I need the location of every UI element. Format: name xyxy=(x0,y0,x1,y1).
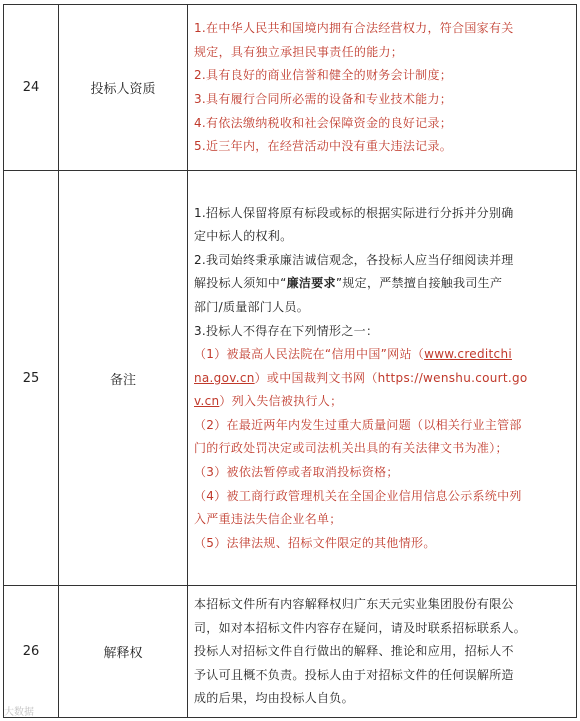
line-text: （1）被最高人民法院在“信用中国”网站（ xyxy=(194,347,425,362)
watermark-text: 大数据 xyxy=(4,707,34,718)
content-line: 1.招标人保留将原有标段或标的根据实际进行分拆并分别确 xyxy=(194,205,514,220)
line-text: ”规定，严禁擅自接触我司生产 xyxy=(335,276,503,291)
tender-requirements-table xyxy=(3,4,577,718)
creditchina-link-cont[interactable]: na.gov.cn xyxy=(194,370,255,385)
content-line: 本招标文件所有内容解释权归广东天元实业集团股份有限公 xyxy=(194,597,514,612)
line-text: ）或中国裁判文书网（https://wenshu.court.go xyxy=(254,370,528,385)
content-line: 予认可且概不负责。投标人由于对招标文件的任何误解所造 xyxy=(194,667,514,682)
content-line: 规定，具有独立承担民事责任的能力； xyxy=(194,44,404,59)
content-line: 2.我司始终秉承廉洁诚信观念，各投标人应当仔细阅读并理 xyxy=(194,252,514,267)
content-line: （3）被依法暂停或者取消投标资格； xyxy=(194,465,399,480)
content-line: 3.投标人不得存在下列情形之一： xyxy=(194,323,379,338)
wenshu-link-cont[interactable]: v.cn xyxy=(194,394,220,409)
content-line: 门的行政处罚决定或司法机关出具的有关法律文书为准）； xyxy=(194,441,508,456)
table-row-25 xyxy=(4,171,577,586)
content-line: （2）在最近两年内发生过重大质量问题（以相关行业主管部 xyxy=(194,417,522,432)
row-number: 26 xyxy=(4,586,59,718)
line-text: 解投标人须知中“ xyxy=(194,276,287,291)
row-item-name: 解释权 xyxy=(59,586,188,718)
content-line: 5.近三年内，在经营活动中没有重大违法记录。 xyxy=(194,139,453,154)
table-row-24 xyxy=(4,5,577,171)
content-line: 司，如对本招标文件内容存在疑问，请及时联系招标联系人。 xyxy=(194,620,527,635)
content-line: 部门/质量部门人员。 xyxy=(194,299,310,314)
content-line: 投标人对招标文件自行做出的解释、推论和应用，招标人不 xyxy=(194,644,514,659)
content-line: （4）被工商行政管理机关在全国企业信用信息公示系统中列 xyxy=(194,488,522,503)
content-line xyxy=(194,367,572,391)
line-text: ）列入失信被执行人； xyxy=(219,394,343,409)
content-line: 4.有依法缴纳税收和社会保障资金的良好记录； xyxy=(194,115,453,130)
content-line: （5）法律法规、招标文件限定的其他情形。 xyxy=(194,535,436,550)
content-line: 1.在中华人民共和国境内拥有合法经营权力，符合国家有关 xyxy=(194,21,514,36)
watermark xyxy=(4,703,34,718)
content-line xyxy=(194,390,572,414)
content-line: 3.具有履行合同所必需的设备和专业技术能力； xyxy=(194,92,453,106)
integrity-requirement-emphasis: 廉洁要求 xyxy=(286,276,336,291)
content-line: 入严重违法失信企业名单； xyxy=(194,512,342,527)
content-line: 2.具有良好的商业信誉和健全的财务会计制度； xyxy=(194,68,453,83)
row-item-name: 投标人资质 xyxy=(59,5,188,171)
content-line: 成的后果，均由投标人自负。 xyxy=(194,691,354,706)
content-line xyxy=(194,272,572,296)
row-content xyxy=(188,5,577,171)
content-line xyxy=(194,343,572,367)
creditchina-link[interactable]: www.creditchi xyxy=(424,347,512,362)
content-line: 定中标人的权利。 xyxy=(194,229,293,244)
row-number: 24 xyxy=(4,5,59,171)
row-content xyxy=(188,171,577,586)
row-number: 25 xyxy=(4,171,59,586)
table-row-26 xyxy=(4,586,577,718)
row-item-name: 备注 xyxy=(59,171,188,586)
row-content xyxy=(188,586,577,718)
